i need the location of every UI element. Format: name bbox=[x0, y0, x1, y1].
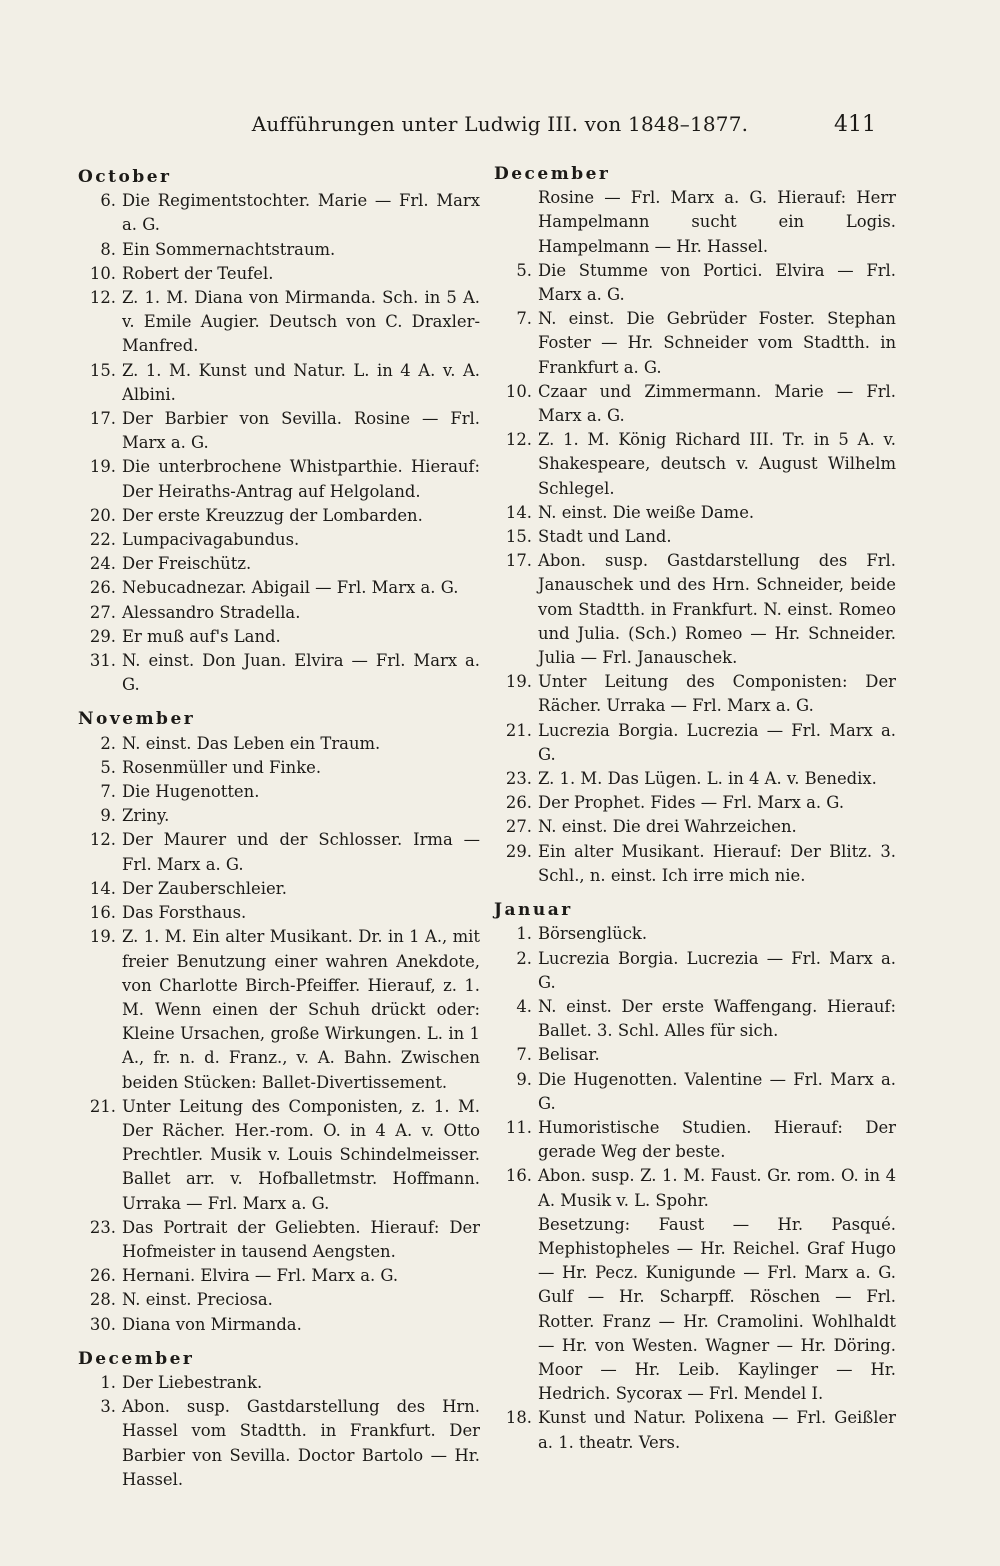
performance-entry bbox=[494, 1406, 896, 1454]
entry-day: 2. bbox=[100, 733, 116, 753]
performance-entry bbox=[494, 186, 896, 259]
entry-day: 1. bbox=[100, 1372, 116, 1392]
performance-entry bbox=[78, 286, 480, 359]
entry-text: Rosine — Frl. Marx a. G. Hierauf: Herr Hampelmann sucht ein Logis. Hampelmann — Hr. Hassel. bbox=[538, 188, 896, 256]
entry-day: 23. bbox=[89, 1217, 116, 1237]
entry-text: Das Forsthaus. bbox=[122, 903, 247, 923]
entry-text: Zriny. bbox=[122, 806, 170, 826]
performance-entry bbox=[494, 307, 896, 380]
performance-entry bbox=[494, 947, 896, 995]
entry-text: Die Hugenotten. Valentine — Frl. Marx a. G. bbox=[538, 1069, 896, 1113]
entry-text: Z. 1. M. König Richard III. Tr. in 5 A. v. Shakespeare, deutsch v. August Wilhelm Schlegel. bbox=[538, 430, 896, 498]
performance-entry bbox=[78, 828, 480, 876]
entry-day: 11. bbox=[505, 1117, 532, 1137]
entry-day: 22. bbox=[89, 530, 116, 550]
entry-text: Er muß auf's Land. bbox=[122, 626, 281, 646]
entry-day: 26. bbox=[505, 793, 532, 813]
entry-text: Der Zauberschleier. bbox=[122, 878, 287, 898]
entry-day: 28. bbox=[89, 1290, 116, 1310]
entry-day: 17. bbox=[505, 551, 532, 571]
entry-day: 12. bbox=[89, 830, 116, 850]
performance-entry bbox=[78, 601, 480, 625]
entry-day: 31. bbox=[89, 651, 116, 671]
entry-day: 23. bbox=[505, 769, 532, 789]
performance-entry bbox=[78, 649, 480, 697]
entry-text: Lumpacivagabundus. bbox=[122, 530, 300, 550]
entry-day: 27. bbox=[505, 817, 532, 837]
performance-entry bbox=[78, 901, 480, 925]
performance-entry bbox=[78, 1371, 480, 1395]
performance-entry bbox=[78, 407, 480, 455]
performance-entry bbox=[494, 1164, 896, 1212]
entry-text: Lucrezia Borgia. Lucrezia — Frl. Marx a. G. bbox=[538, 720, 896, 764]
performance-entry bbox=[78, 238, 480, 262]
entry-day: 19. bbox=[505, 672, 532, 692]
entry-day: 7. bbox=[100, 782, 116, 802]
entry-day: 5. bbox=[516, 260, 532, 280]
entry-day: 7. bbox=[516, 309, 532, 329]
performance-entry bbox=[494, 1116, 896, 1164]
entry-text: Unter Leitung des Componisten: Der Rächer. Urraka — Frl. Marx a. G. bbox=[538, 672, 896, 716]
entry-day: 2. bbox=[516, 948, 532, 968]
performance-entry bbox=[494, 670, 896, 718]
entry-text: Besetzung: Faust — Hr. Pasqué. Mephistopheles — Hr. Reichel. Graf Hugo — Hr. Pecz. Kunigunde — Frl. Marx a. G. Gulf — Hr. Scharpff. Röschen — Frl. Rotter. Franz — Hr. Cramolini. Wohlhaldt — Hr. von Westen. Wagner — Hr. Döring. Moor — Hr. Leib. Kaylinger — Hr. Hedrich. Sycorax — Frl. Mendel I. bbox=[538, 1214, 896, 1404]
right-column bbox=[494, 162, 896, 1455]
performance-entry bbox=[78, 1313, 480, 1337]
performance-entry bbox=[78, 1395, 480, 1492]
month-heading: December bbox=[78, 1348, 195, 1369]
performance-entry bbox=[78, 804, 480, 828]
running-title: Aufführungen unter Ludwig III. von 1848–1877. bbox=[251, 112, 749, 136]
entry-day: 10. bbox=[505, 381, 532, 401]
entry-text: Diana von Mirmanda. bbox=[122, 1314, 302, 1334]
entry-text: Z. 1. M. Ein alter Musikant. Dr. in 1 A., mit freier Benutzung einer wahren Anekdote, von Charlotte Birch-Pfeiffer. Hierauf, z. 1. M. Wenn einen der Schuh drückt oder: Kleine Ursachen, große Wirkungen. L. in 1 A., fr. n. d. Franz., v. A. Bahn. Zwischen beiden Stücken: Ballet-Divertissement. bbox=[122, 927, 480, 1092]
performance-entry bbox=[494, 840, 896, 888]
entry-day: 26. bbox=[89, 578, 116, 598]
performance-entry bbox=[78, 528, 480, 552]
entry-day: 21. bbox=[89, 1096, 116, 1116]
entry-text: Z. 1. M. Das Lügen. L. in 4 A. v. Benedix. bbox=[538, 769, 877, 789]
entry-text: Stadt und Land. bbox=[538, 527, 672, 547]
entry-day: 16. bbox=[505, 1166, 532, 1186]
entry-text: Der Maurer und der Schlosser. Irma — Frl. Marx a. G. bbox=[122, 830, 480, 874]
entry-text: Abon. susp. Z. 1. M. Faust. Gr. rom. O. in 4 A. Musik v. L. Spohr. bbox=[538, 1166, 896, 1210]
entry-text: Z. 1. M. Kunst und Natur. L. in 4 A. v. A. Albini. bbox=[122, 360, 480, 404]
performance-entry bbox=[78, 756, 480, 780]
entry-day: 15. bbox=[89, 360, 116, 380]
entry-text: Die Hugenotten. bbox=[122, 782, 260, 802]
entry-day: 7. bbox=[516, 1045, 532, 1065]
entry-day: 14. bbox=[89, 878, 116, 898]
entry-day: 26. bbox=[89, 1266, 116, 1286]
entry-text: Lucrezia Borgia. Lucrezia — Frl. Marx a. G. bbox=[538, 948, 896, 992]
performance-entry bbox=[494, 1043, 896, 1067]
entry-day: 29. bbox=[89, 626, 116, 646]
entry-day: 6. bbox=[100, 191, 116, 211]
performance-entry bbox=[494, 549, 896, 670]
entry-text: Die Stumme von Portici. Elvira — Frl. Marx a. G. bbox=[538, 260, 896, 305]
performance-entry bbox=[78, 780, 480, 804]
performance-entry bbox=[494, 1068, 896, 1116]
performance-entry bbox=[494, 815, 896, 839]
performance-entry bbox=[78, 262, 480, 286]
month-heading: November bbox=[78, 709, 196, 730]
entry-day: 3. bbox=[100, 1397, 116, 1417]
performance-entry bbox=[78, 189, 480, 237]
entry-text: N. einst. Der erste Waffengang. Hierauf: Ballet. 3. Schl. Alles für sich. bbox=[538, 996, 896, 1041]
entry-text: Z. 1. M. Diana von Mirmanda. Sch. in 5 A. v. Emile Augier. Deutsch von C. Draxler-Manfred. bbox=[122, 288, 480, 356]
performance-entry bbox=[494, 380, 896, 428]
entry-text: Die Regimentstochter. Marie — Frl. Marx a. G. bbox=[122, 191, 480, 235]
performance-entry bbox=[78, 1216, 480, 1264]
entry-text: Belisar. bbox=[538, 1045, 600, 1065]
performance-entry bbox=[494, 525, 896, 549]
performance-entry bbox=[78, 732, 480, 756]
entry-day: 29. bbox=[505, 841, 532, 861]
entry-text: Rosenmüller und Finke. bbox=[122, 757, 322, 777]
performance-entry bbox=[494, 767, 896, 791]
entry-text: Ein Sommernachtstraum. bbox=[122, 239, 336, 259]
entry-day: 4. bbox=[516, 996, 532, 1016]
entry-text: Abon. susp. Gastdarstellung des Frl. Janauschek und des Hrn. Schneider, beide vom Stadtth. in Frankfurt. N. einst. Romeo und Julia. (Sch.) Romeo — Hr. Schneider. Julia — Frl. Janauschek. bbox=[538, 551, 896, 668]
entry-text: N. einst. Die Gebrüder Foster. Stephan Foster — Hr. Schneider vom Stadtth. in Frankfurt a. G. bbox=[538, 309, 896, 377]
performance-entry bbox=[78, 877, 480, 901]
month-heading: Januar bbox=[494, 900, 573, 921]
entry-text: Der Liebestrank. bbox=[122, 1372, 263, 1392]
performance-entry bbox=[78, 1288, 480, 1312]
performance-entry bbox=[494, 501, 896, 525]
month-heading: December bbox=[494, 164, 611, 184]
entry-text: Der Barbier von Sevilla. Rosine — Frl. Marx a. G. bbox=[122, 409, 480, 453]
entry-day: 9. bbox=[100, 806, 116, 826]
performance-entry bbox=[494, 995, 896, 1043]
entry-text: Der erste Kreuzzug der Lombarden. bbox=[122, 505, 423, 525]
entry-day: 12. bbox=[505, 430, 532, 450]
performance-entry bbox=[78, 455, 480, 503]
entry-text: Abon. susp. Gastdarstellung des Hrn. Hassel vom Stadtth. in Frankfurt. Der Barbier von Sevilla. Doctor Bartolo — Hr. Hassel. bbox=[122, 1397, 480, 1489]
left-column bbox=[78, 165, 480, 1492]
entry-day: 12. bbox=[89, 288, 116, 308]
entry-day: 8. bbox=[100, 239, 116, 259]
entry-day: 20. bbox=[89, 505, 116, 525]
entry-text: N. einst. Don Juan. Elvira — Frl. Marx a. G. bbox=[122, 651, 480, 695]
entry-text: Die unterbrochene Whistparthie. Hierauf: Der Heiraths-Antrag auf Helgoland. bbox=[122, 457, 480, 501]
performance-entry bbox=[494, 1213, 896, 1407]
performance-entry bbox=[78, 625, 480, 649]
entry-text: N. einst. Die drei Wahrzeichen. bbox=[538, 817, 797, 837]
page-number: 411 bbox=[834, 112, 876, 137]
entry-day: 10. bbox=[89, 263, 116, 283]
entry-text: Ein alter Musikant. Hierauf: Der Blitz. 3. Schl., n. einst. Ich irre mich nie. bbox=[538, 841, 896, 885]
entry-day: 18. bbox=[505, 1408, 532, 1428]
performance-entry bbox=[494, 259, 896, 307]
performance-entry bbox=[78, 576, 480, 600]
entry-text: Das Portrait der Geliebten. Hierauf: Der Hofmeister in tausend Aengsten. bbox=[122, 1217, 480, 1261]
entry-day: 16. bbox=[89, 903, 116, 923]
month-heading: October bbox=[78, 167, 172, 187]
entry-text: N. einst. Das Leben ein Traum. bbox=[122, 733, 381, 753]
performance-entry bbox=[494, 428, 896, 501]
performance-entry bbox=[494, 791, 896, 815]
entry-text: Der Freischütz. bbox=[122, 554, 252, 574]
entry-text: Robert der Teufel. bbox=[122, 263, 274, 283]
entry-day: 30. bbox=[89, 1314, 116, 1334]
entry-text: N. einst. Preciosa. bbox=[122, 1290, 273, 1310]
performance-entry bbox=[78, 1095, 480, 1216]
entry-day: 21. bbox=[505, 720, 532, 740]
entry-text: Der Prophet. Fides — Frl. Marx a. G. bbox=[538, 793, 845, 813]
entry-day: 9. bbox=[516, 1069, 532, 1089]
entry-day: 1. bbox=[516, 924, 532, 944]
entry-day: 15. bbox=[505, 527, 532, 547]
running-head bbox=[0, 112, 1000, 148]
entry-text: N. einst. Die weiße Dame. bbox=[538, 502, 755, 522]
performance-entry bbox=[494, 922, 896, 946]
entry-text: Alessandro Stradella. bbox=[122, 602, 301, 622]
performance-entry bbox=[78, 552, 480, 576]
entry-text: Kunst und Natur. Polixena — Frl. Geißler a. 1. theatr. Vers. bbox=[538, 1408, 896, 1452]
entry-day: 24. bbox=[89, 554, 116, 574]
entry-text: Unter Leitung des Componisten, z. 1. M. Der Rächer. Her.-rom. O. in 4 A. v. Otto Prechtler. Musik v. Louis Schindelmeisser. Ballet arr. v. Hofballetmstr. Hoffmann. Urraka — Frl. Marx a. G. bbox=[122, 1096, 480, 1213]
entry-day: 27. bbox=[89, 602, 116, 622]
entry-day: 19. bbox=[89, 927, 116, 947]
performance-entry bbox=[78, 1264, 480, 1288]
entry-day: 17. bbox=[89, 409, 116, 429]
performance-entry bbox=[494, 719, 896, 767]
entry-text: Hernani. Elvira — Frl. Marx a. G. bbox=[122, 1266, 399, 1286]
performance-entry bbox=[78, 925, 480, 1094]
entry-text: Nebucadnezar. Abigail — Frl. Marx a. G. bbox=[122, 578, 459, 598]
entry-day: 19. bbox=[89, 457, 116, 477]
entry-day: 5. bbox=[100, 757, 116, 777]
entry-text: Czaar und Zimmermann. Marie — Frl. Marx a. G. bbox=[538, 381, 896, 426]
performance-entry bbox=[78, 504, 480, 528]
performance-entry bbox=[78, 359, 480, 407]
entry-text: Humoristische Studien. Hierauf: Der gerade Weg der beste. bbox=[538, 1117, 896, 1162]
entry-day: 14. bbox=[505, 502, 532, 522]
entry-text: Börsenglück. bbox=[538, 924, 648, 944]
